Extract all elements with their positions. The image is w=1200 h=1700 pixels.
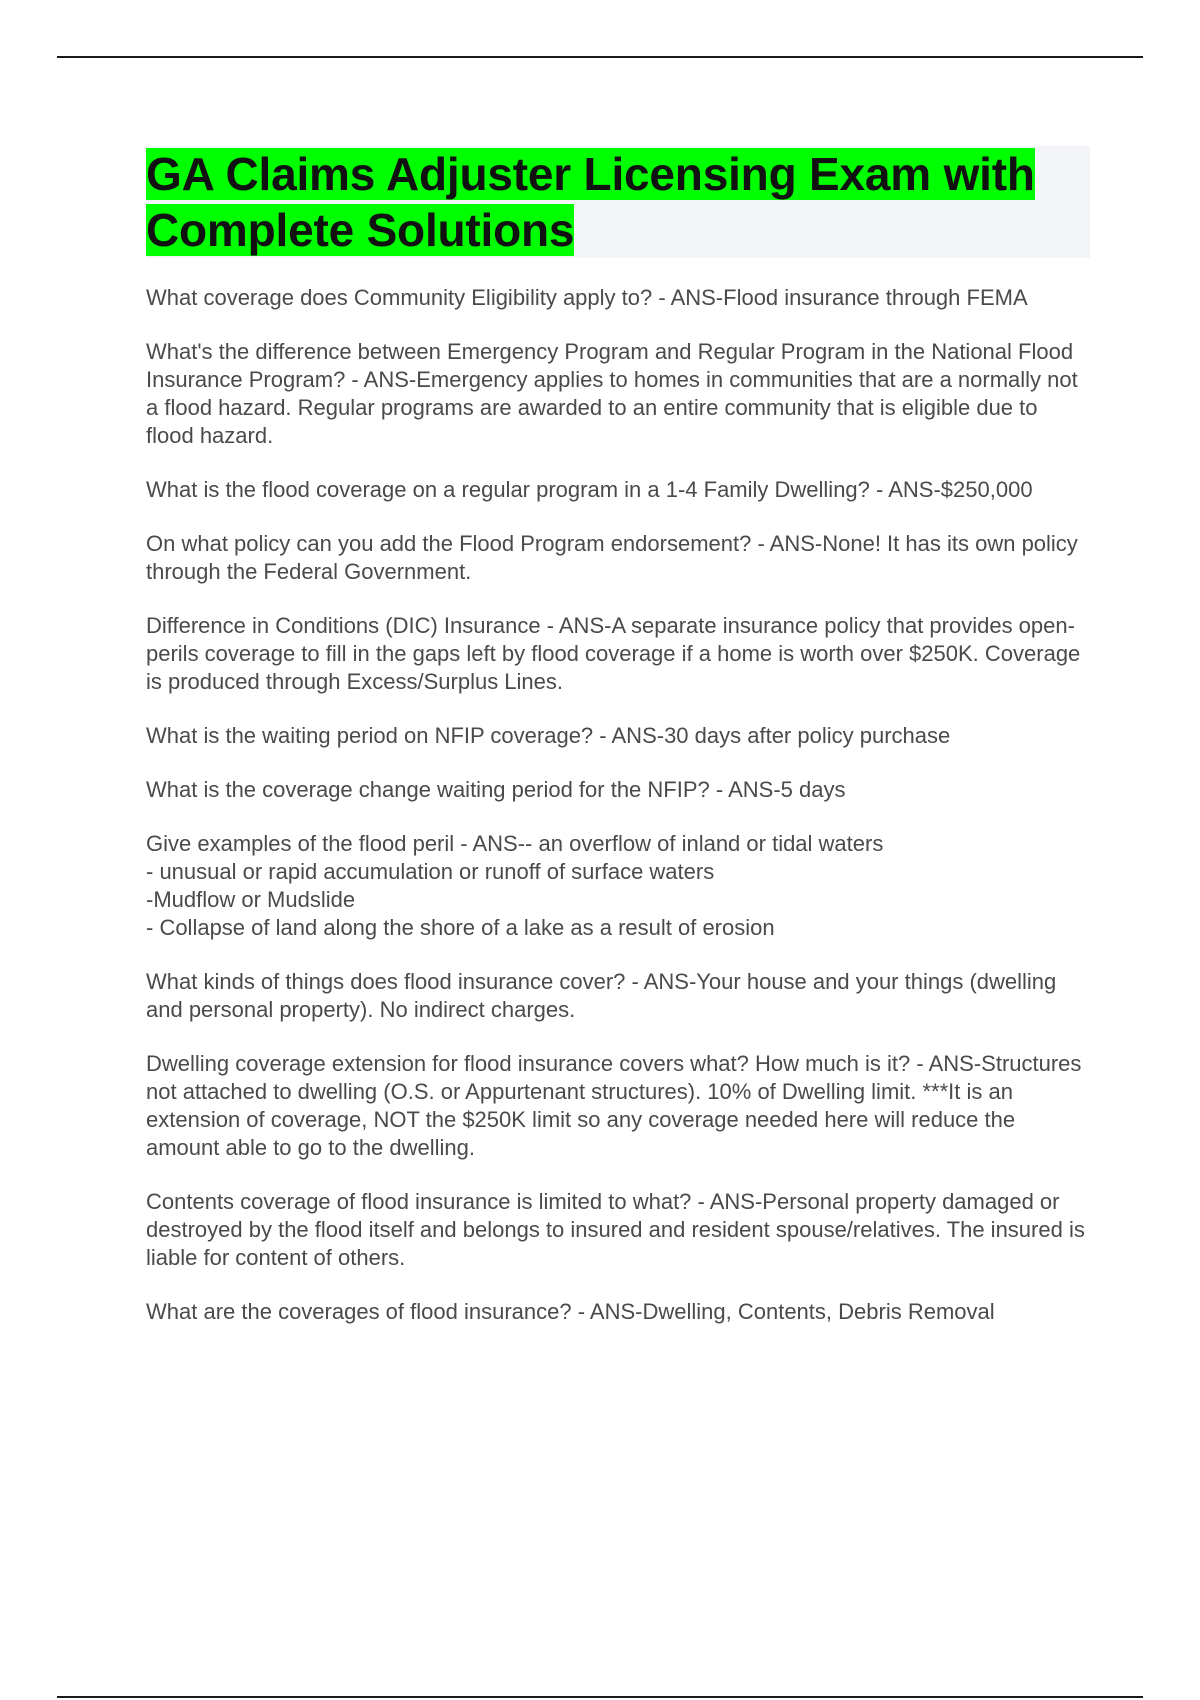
bottom-rule (57, 1696, 1143, 1698)
qa-item-6: What is the waiting period on NFIP coverage? - ANS-30 days after policy purchase (146, 723, 951, 748)
qa-item-12: What are the coverages of flood insurance? - ANS-Dwelling, Contents, Debris Removal (146, 1299, 995, 1324)
qa-item-10: Dwelling coverage extension for flood insurance covers what? How much is it? - ANS-Structures not attached to dwelling (O.S. or Appurtenant structures). 10% of Dwelling limit. ***It is an extension of coverage, NOT the $250K limit so any coverage needed here will reduce the amount able to go to the dwelling. (146, 1051, 1082, 1160)
qa-item-3: What is the flood coverage on a regular program in a 1-4 Family Dwelling? - ANS-$250,000 (146, 477, 1033, 502)
qa-item-4: On what policy can you add the Flood Program endorsement? - ANS-None! It has its own policy through the Federal Government. (146, 531, 1078, 584)
qa-item-5: Difference in Conditions (DIC) Insurance - ANS-A separate insurance policy that provides open-perils coverage to fill in the gaps left by flood coverage if a home is worth over $250K. Coverage is produced through Excess/Surplus Lines. (146, 613, 1081, 694)
document-title (146, 146, 1090, 258)
qa-item-2: What's the difference between Emergency Program and Regular Program in the National Flood Insurance Program? - ANS-Emergency applies to homes in communities that are a normally not a flood hazard. Regular programs are awarded to an entire community that is eligible due to flood hazard. (146, 339, 1078, 448)
document-body (146, 146, 1090, 1352)
title-block (146, 146, 1090, 258)
qa-item-8: Give examples of the flood peril - ANS-- an overflow of inland or tidal waters - unusual or rapid accumulation or runoff of surface waters -Mudflow or Mudslide - Collapse of land along the shore of a lake as a result of erosion (146, 831, 884, 940)
qa-item-1: What coverage does Community Eligibility apply to? - ANS-Flood insurance through FEMA (146, 285, 1028, 310)
qa-item-7: What is the coverage change waiting period for the NFIP? - ANS-5 days (146, 777, 846, 802)
qa-item-11: Contents coverage of flood insurance is limited to what? - ANS-Personal property damaged or destroyed by the flood itself and belongs to insured and resident spouse/relatives. The insured is liable for content of others. (146, 1189, 1085, 1270)
title-highlight: GA Claims Adjuster Licensing Exam with Complete Solutions (146, 148, 1035, 256)
top-rule (57, 56, 1143, 58)
qa-item-9: What kinds of things does flood insurance cover? - ANS-Your house and your things (dwelling and personal property). No indirect charges. (146, 969, 1057, 1022)
